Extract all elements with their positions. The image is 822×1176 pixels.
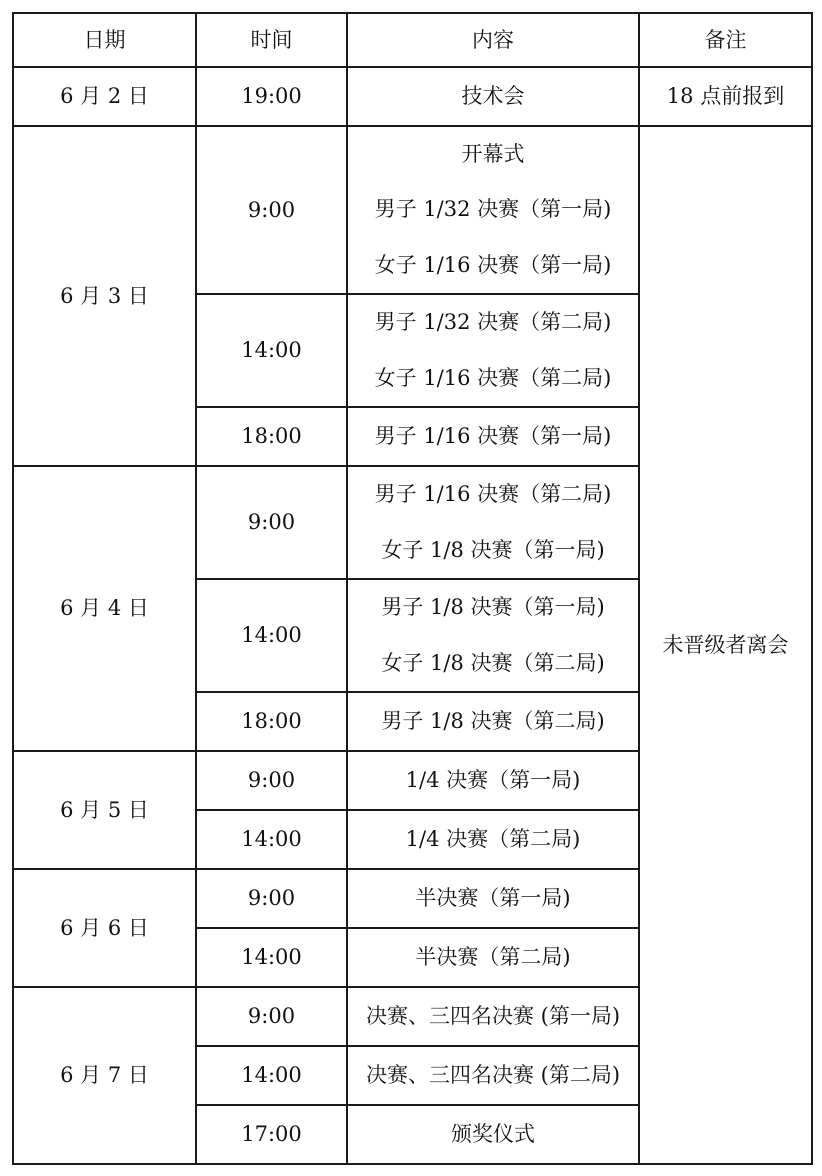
content-cell: 男子 1/8 决赛（第二局) bbox=[347, 692, 639, 751]
header-row bbox=[13, 13, 812, 67]
date-cell: 6 月 3 日 bbox=[13, 126, 196, 466]
schedule-table bbox=[12, 12, 813, 1165]
time-cell: 14:00 bbox=[196, 810, 347, 869]
content-line: 男子 1/16 决赛（第二局) bbox=[374, 482, 612, 507]
time-cell: 14:00 bbox=[196, 928, 347, 987]
time-cell: 17:00 bbox=[196, 1105, 347, 1164]
time-cell: 14:00 bbox=[196, 294, 347, 407]
content-cell: 1/4 决赛（第一局) bbox=[347, 751, 639, 810]
time-cell: 9:00 bbox=[196, 466, 347, 579]
content-cell bbox=[347, 579, 639, 692]
date-cell: 6 月 4 日 bbox=[13, 466, 196, 751]
time-cell: 9:00 bbox=[196, 869, 347, 928]
content-line: 女子 1/8 决赛（第二局) bbox=[381, 650, 605, 675]
time-cell: 19:00 bbox=[196, 67, 347, 126]
content-cell: 决赛、三四名决赛 (第二局) bbox=[347, 1046, 639, 1105]
content-line: 女子 1/16 决赛（第二局) bbox=[374, 365, 612, 390]
date-cell: 6 月 2 日 bbox=[13, 67, 196, 126]
content-cell bbox=[347, 466, 639, 579]
content-line: 男子 1/32 决赛（第一局) bbox=[374, 197, 612, 222]
content-cell: 颁奖仪式 bbox=[347, 1105, 639, 1164]
header-time: 时间 bbox=[196, 13, 347, 67]
time-cell: 9:00 bbox=[196, 126, 347, 294]
shared-note-cell: 未晋级者离会 bbox=[639, 126, 812, 1164]
table-row bbox=[13, 67, 812, 126]
note-cell: 18 点前报到 bbox=[639, 67, 812, 126]
date-cell: 6 月 6 日 bbox=[13, 869, 196, 987]
time-cell: 18:00 bbox=[196, 407, 347, 466]
content-cell: 决赛、三四名决赛 (第一局) bbox=[347, 987, 639, 1046]
content-cell: 男子 1/16 决赛（第一局) bbox=[347, 407, 639, 466]
content-line: 女子 1/16 决赛（第一局) bbox=[374, 252, 612, 277]
time-cell: 9:00 bbox=[196, 987, 347, 1046]
time-cell: 18:00 bbox=[196, 692, 347, 751]
content-cell: 半决赛（第二局) bbox=[347, 928, 639, 987]
content-cell: 1/4 决赛（第二局) bbox=[347, 810, 639, 869]
content-line: 开幕式 bbox=[461, 142, 525, 167]
content-cell bbox=[347, 294, 639, 407]
content-cell: 半决赛（第一局) bbox=[347, 869, 639, 928]
content-line: 男子 1/32 决赛（第二局) bbox=[374, 310, 612, 335]
header-date: 日期 bbox=[13, 13, 196, 67]
header-content: 内容 bbox=[347, 13, 639, 67]
content-cell: 技术会 bbox=[347, 67, 639, 126]
table-row bbox=[13, 126, 812, 294]
time-cell: 14:00 bbox=[196, 579, 347, 692]
header-note: 备注 bbox=[639, 13, 812, 67]
time-cell: 14:00 bbox=[196, 1046, 347, 1105]
date-cell: 6 月 5 日 bbox=[13, 751, 196, 869]
content-cell bbox=[347, 126, 639, 294]
time-cell: 9:00 bbox=[196, 751, 347, 810]
content-line: 男子 1/8 决赛（第一局) bbox=[381, 595, 605, 620]
content-line: 女子 1/8 决赛（第一局) bbox=[381, 537, 605, 562]
date-cell: 6 月 7 日 bbox=[13, 987, 196, 1164]
